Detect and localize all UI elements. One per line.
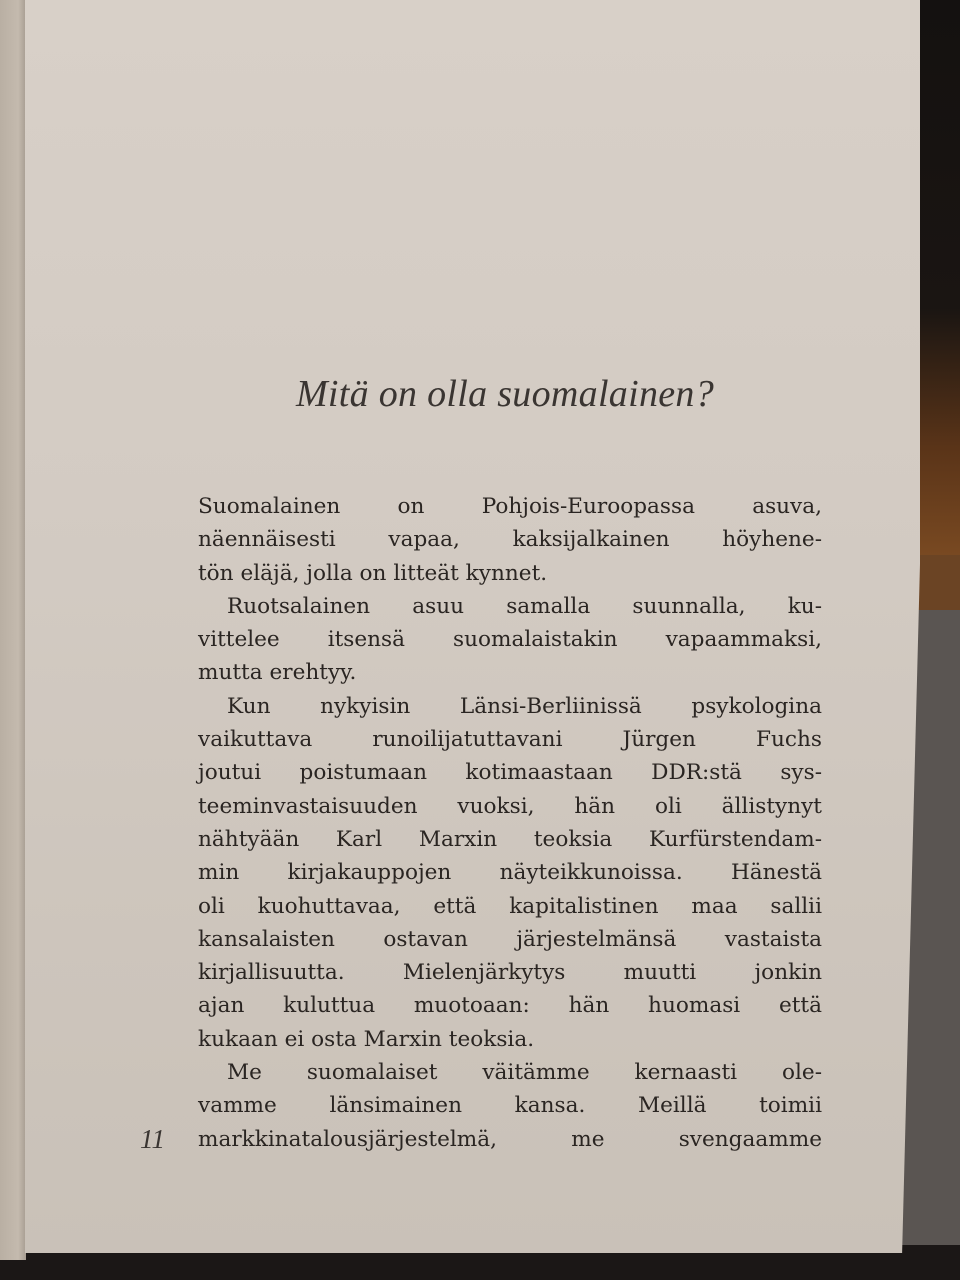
text-line: mutta erehtyy. [198,660,357,686]
text-line: kansalaisten ostavan järjestelmänsä vastaista [198,926,822,952]
paragraph [198,590,822,690]
text-line: oli kuohuttavaa, että kapitalistinen maa sallii [198,893,822,919]
text-line: vamme länsimainen kansa. Meillä toimii [198,1093,822,1119]
background-wood-surface [915,555,960,615]
text-line: näennäisesti vapaa, kaksijalkainen höyhene- [198,527,822,553]
text-line: teeminvastaisuuden vuoksi, hän oli ällistynyt [198,793,822,819]
text-line: Suomalainen on Pohjois-Euroopassa asuva, [198,494,822,519]
text-line: markkinatalousjärjestelmä, me svengaamme [198,1126,822,1152]
text-line: kirjallisuutta. Mielenjärkytys muutti jonkin [198,960,822,986]
text-line: ajan kuluttua muotoaan: hän huomasi että [198,993,822,1019]
chapter-title: Mitä on olla suomalainen? [295,373,715,415]
text-line: joutui poistumaan kotimaastaan DDR:stä sys- [198,760,822,786]
background-dark-surface [920,0,960,560]
facing-page-edge [0,0,26,1260]
text-line: min kirjakauppojen näyteikkunoissa. Hänestä [198,860,822,886]
paragraph [198,690,822,1056]
text-line: Kun nykyisin Länsi-Berliinissä psykologina [227,693,822,719]
text-line: vittelee itsensä suomalaistakin vapaammaksi, [198,627,822,653]
text-line: Ruotsalainen asuu samalla suunnalla, ku- [227,593,822,619]
paragraph [198,1056,822,1156]
text-line: vaikuttava runoilijatuttavani Jürgen Fuchs [198,727,822,753]
text-line: nähtyään Karl Marxin teoksia Kurfürstendam- [198,826,822,852]
page-number: 11 [140,1124,165,1154]
text-line: tön eläjä, jolla on litteät kynnet. [198,560,548,586]
text-line: kukaan ei osta Marxin teoksia. [198,1026,535,1052]
text-line: Me suomalaiset väitämme kernaasti ole- [227,1060,822,1086]
body-text [198,490,822,1156]
paragraph [198,490,822,590]
